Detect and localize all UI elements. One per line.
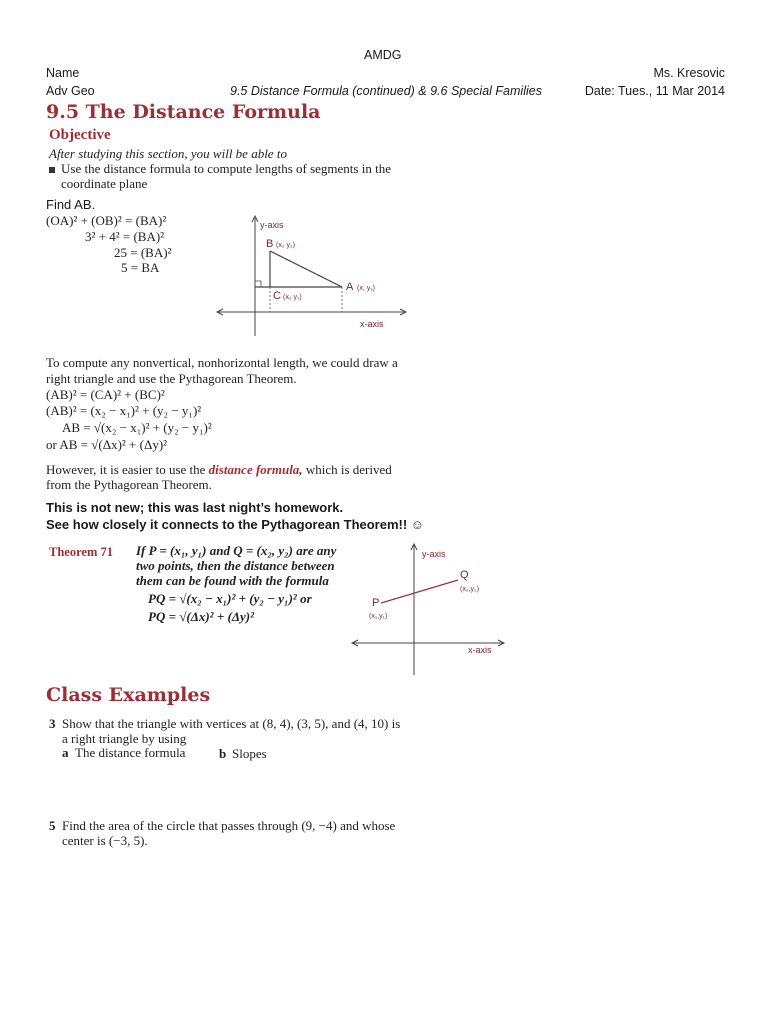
header-amdg: AMDG bbox=[364, 48, 402, 62]
point-q-coords: (x₂,y₂) bbox=[460, 586, 480, 593]
y-axis-line bbox=[252, 216, 258, 336]
find-ab-step-3: 25 = (BA)² bbox=[114, 245, 172, 260]
example-3a-text: The distance formula bbox=[75, 745, 186, 760]
triangle-diagram bbox=[210, 212, 430, 342]
pythag-however-line2: from the Pythagorean Theorem. bbox=[46, 477, 212, 492]
segment-pq bbox=[381, 580, 458, 603]
y-axis-label-2: y-axis bbox=[422, 549, 446, 559]
note-line1: This is not new; this was last night’s homework. bbox=[46, 500, 344, 515]
find-ab-step-4: 5 = BA bbox=[121, 260, 160, 275]
right-angle-mark bbox=[255, 281, 261, 287]
point-b-label: B bbox=[266, 238, 274, 250]
point-b-coords: (x₂ y₂) bbox=[276, 242, 296, 249]
objective-item-cont: coordinate plane bbox=[61, 176, 148, 191]
example-5-line1: Find the area of the circle that passes through (9, −4) and whose bbox=[62, 818, 396, 833]
point-q-label: Q bbox=[460, 569, 469, 581]
point-c-label: C bbox=[273, 290, 281, 302]
header-name-label: Name bbox=[46, 66, 80, 80]
section-title: 9.5 The Distance Formula bbox=[46, 101, 321, 123]
example-5-number: 5 bbox=[49, 818, 56, 833]
note-line2: See how closely it connects to the Pythagorean Theorem!! ☺ bbox=[46, 517, 425, 532]
pythag-however: However, it is easier to use the distance formula, which is derived bbox=[46, 462, 392, 477]
objective-intro: After studying this section, you will be able to bbox=[49, 146, 287, 161]
objective-heading: Objective bbox=[49, 127, 111, 143]
x-axis-label: x-axis bbox=[360, 319, 384, 329]
theorem-line3: them can be found with the formula bbox=[136, 573, 329, 588]
example-3-line2: a right triangle by using bbox=[62, 731, 187, 746]
header-lesson: 9.5 Distance Formula (continued) & 9.6 Special Families bbox=[230, 84, 542, 98]
header-date: Date: Tues., 11 Mar 2014 bbox=[584, 84, 725, 98]
pythag-intro-line2: right triangle and use the Pythagorean Theorem. bbox=[46, 371, 297, 386]
example-3a-label: a bbox=[62, 745, 69, 760]
pythag-intro-line1: To compute any nonvertical, nonhorizontal length, we could draw a bbox=[46, 355, 398, 370]
segment-ab bbox=[270, 251, 342, 287]
example-3-line1: Show that the triangle with vertices at (8, 4), (3, 5), and (4, 10) is bbox=[62, 716, 401, 731]
distance-formula-term: distance formula, bbox=[208, 462, 303, 477]
point-p-label: P bbox=[372, 597, 380, 609]
point-c-coords: (x₂ y₁) bbox=[283, 294, 302, 301]
objective-item: Use the distance formula to compute lengths of segments in the bbox=[49, 161, 391, 177]
header-teacher: Ms. Kresovic bbox=[653, 66, 725, 80]
find-ab-step-2: 3² + 4² = (BA)² bbox=[85, 229, 165, 244]
example-3b-text: Slopes bbox=[232, 746, 267, 761]
example-5-line2: center is (−3, 5). bbox=[62, 833, 148, 848]
distance-diagram bbox=[345, 540, 515, 680]
theorem-label: Theorem 71 bbox=[49, 545, 113, 559]
pythag-eq-4: or AB = √(Δx)² + (Δy)² bbox=[46, 437, 168, 452]
theorem-formula1: PQ = √(x₂ − x₁)² + (y₂ − y₁)² or bbox=[148, 591, 312, 606]
y-axis-line-2 bbox=[411, 544, 417, 675]
y-axis-label: y-axis bbox=[260, 220, 284, 230]
find-ab-step-1: (OA)² + (OB)² = (BA)² bbox=[46, 213, 167, 228]
pythag-eq-2: (AB)² = (x₂ − x₁)² + (y₂ − y₁)² bbox=[46, 403, 202, 418]
example-3b-label: b bbox=[219, 746, 227, 761]
theorem-line2: two points, then the distance between bbox=[136, 558, 335, 573]
pythag-eq-3: AB = √(x₂ − x₁)² + (y₂ − y₁)² bbox=[62, 420, 212, 435]
find-ab-prompt: Find AB. bbox=[46, 197, 96, 212]
theorem-formula2: PQ = √(Δx)² + (Δy)² bbox=[148, 609, 254, 624]
header-course: Adv Geo bbox=[46, 84, 95, 98]
point-a-coords: (x, y₁) bbox=[357, 285, 375, 292]
pythag-eq-1: (AB)² = (CA)² + (BC)² bbox=[46, 387, 165, 402]
examples-heading: Class Examples bbox=[46, 684, 211, 706]
x-axis-label-2: x-axis bbox=[468, 645, 492, 655]
theorem-line1: If P = (x₁, y₁) and Q = (x₂, y₂) are any bbox=[136, 543, 337, 558]
example-3-number: 3 bbox=[49, 716, 56, 731]
point-a-label: A bbox=[346, 281, 354, 293]
x-axis-line bbox=[217, 309, 406, 315]
bullet-icon bbox=[49, 167, 55, 173]
point-p-coords: (x₁,y₁) bbox=[369, 613, 388, 620]
